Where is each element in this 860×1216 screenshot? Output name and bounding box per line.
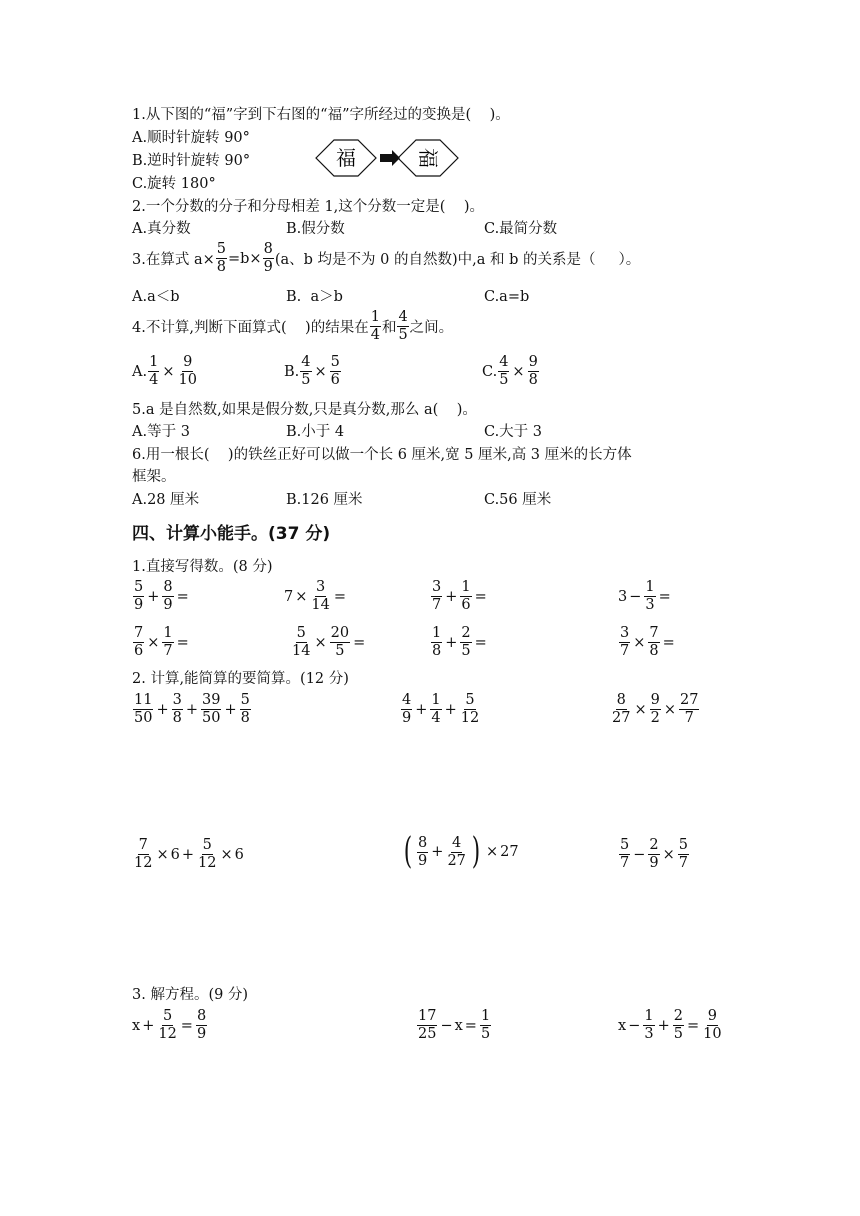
q4-stem (132, 310, 453, 343)
p2-expr-3: $\frac{8}{27}$ × $\frac{9}{2}$ × $\frac{27}{7}$ (612, 692, 699, 726)
p1-item-4: 3 − $\frac{1}{3}$ = (618, 579, 671, 613)
q1-option-c: C.旋转 180° (132, 176, 216, 192)
p1-item-5: $\frac{7}{6}$ × $\frac{1}{7}$ = (134, 625, 189, 659)
q4-stem-part-c: 之间。 (409, 320, 454, 336)
p1-item-7: $\frac{1}{8}$ + $\frac{2}{5}$ = (432, 625, 487, 659)
p1-item-1: $\frac{5}{9}$ + $\frac{8}{9}$ = (134, 579, 189, 613)
q6-option-c: C.56 厘米 (484, 492, 552, 508)
q3-stem-part-a: 3.在算式 a× (132, 252, 215, 268)
p3-equation-3: x − $\frac{1}{3}$ + $\frac{2}{5}$ = $\frac{9}{10}$ (618, 1008, 722, 1042)
q3-stem (132, 242, 640, 275)
q2-option-c: C.最简分数 (484, 221, 558, 237)
q2-option-a: A.真分数 (132, 221, 191, 237)
section-4-heading: 四、计算小能手。(37 分) (132, 524, 331, 544)
p2-expr-6: $\frac{5}{7}$ − $\frac{2}{9}$ × $\frac{5}{7}$ (620, 837, 689, 871)
q4-option-c: C. $\frac{4}{5}$ × $\frac{9}{8}$ (482, 354, 538, 388)
q5-option-a: A.等于 3 (132, 424, 190, 440)
left-fu-char: 福 (336, 146, 356, 170)
q4-option-a: A. $\frac{1}{4}$ × $\frac{9}{10}$ (132, 354, 197, 388)
p3-equation-2: $\frac{17}{25}$ − x = $\frac{1}{5}$ (418, 1008, 491, 1042)
part-3-title: 3. 解方程。(9 分) (132, 987, 249, 1003)
q3-stem-part-b: =b× (227, 250, 262, 267)
q4-stem-part-a: 4.不计算,判断下面算式( )的结果在 (132, 320, 369, 336)
q5-option-b: B.小于 4 (286, 424, 345, 440)
q4-stem-part-b: 和 (381, 320, 397, 336)
q2-stem: 2.一个分数的分子和分母相差 1,这个分数一定是( )。 (132, 199, 485, 215)
q3-option-a: A.a＜b (132, 289, 180, 305)
q6-option-b: B.126 厘米 (286, 492, 363, 508)
part-2-title: 2. 计算,能简算的要简算。(12 分) (132, 671, 349, 687)
p2-expr-2: $\frac{4}{9}$ + $\frac{1}{4}$ + $\frac{5}{12}$ (402, 692, 480, 726)
p2-expr-5: ( $\frac{8}{9}$ + $\frac{4}{27}$ ) × 27 (403, 831, 519, 872)
p1-item-6: $\frac{5}{14}$ × $\frac{20}{5}$ = (292, 625, 366, 659)
p2-expr-4: $\frac{7}{12}$ × 6 + $\frac{5}{12}$ × 6 (134, 837, 244, 871)
q1-option-a: A.顺时针旋转 90° (132, 130, 250, 146)
q6-option-a: A.28 厘米 (132, 492, 200, 508)
p1-item-2: 7 × $\frac{3}{14}$ = (284, 579, 346, 613)
p1-item-3: $\frac{3}{7}$ + $\frac{1}{6}$ = (432, 579, 487, 613)
q6-stem: 6.用一根长( )的铁丝正好可以做一个长 6 厘米,宽 5 厘米,高 3 厘米的长方体 (132, 447, 632, 463)
part-1-title: 1.直接写得数。(8 分) (132, 559, 273, 575)
q6-stem-line2: 框架。 (132, 469, 176, 485)
p2-expr-1: $\frac{11}{50}$ + $\frac{3}{8}$ + $\frac{39}{50}$ + $\frac{5}{8}$ (134, 692, 250, 726)
q3-fraction-1: $\frac{5}{8}$ (216, 241, 226, 275)
q2-option-b: B.假分数 (286, 221, 345, 237)
q1-option-b: B.逆时针旋转 90° (132, 153, 251, 169)
p3-equation-1: x + $\frac{5}{12}$ = $\frac{8}{9}$ (132, 1008, 207, 1042)
q5-stem: 5.a 是自然数,如果是假分数,只是真分数,那么 a( )。 (132, 402, 477, 418)
q1-stem: 1.从下图的“福”字到下右图的“福”字所经过的变换是( )。 (132, 107, 510, 123)
right-fu-char-rotated: 福 (416, 148, 440, 168)
q3-stem-part-c: (a、b 均是不为 0 的自然数)中,a 和 b 的关系是（ ）。 (274, 252, 641, 268)
q4-fraction-1: $\frac{1}{4}$ (370, 309, 380, 343)
q5-option-c: C.大于 3 (484, 424, 543, 440)
fu-rotation-figure (312, 136, 464, 180)
q3-option-c: C.a=b (484, 289, 530, 305)
right-arrow-icon (380, 150, 400, 166)
q4-option-b: B. $\frac{4}{5}$ × $\frac{5}{6}$ (284, 354, 340, 388)
q3-option-b: B. a＞b (286, 289, 343, 305)
p1-item-8: $\frac{3}{7}$ × $\frac{7}{8}$ = (620, 625, 675, 659)
q4-fraction-2: $\frac{4}{5}$ (398, 309, 408, 343)
q3-fraction-2: $\frac{8}{9}$ (263, 241, 273, 275)
